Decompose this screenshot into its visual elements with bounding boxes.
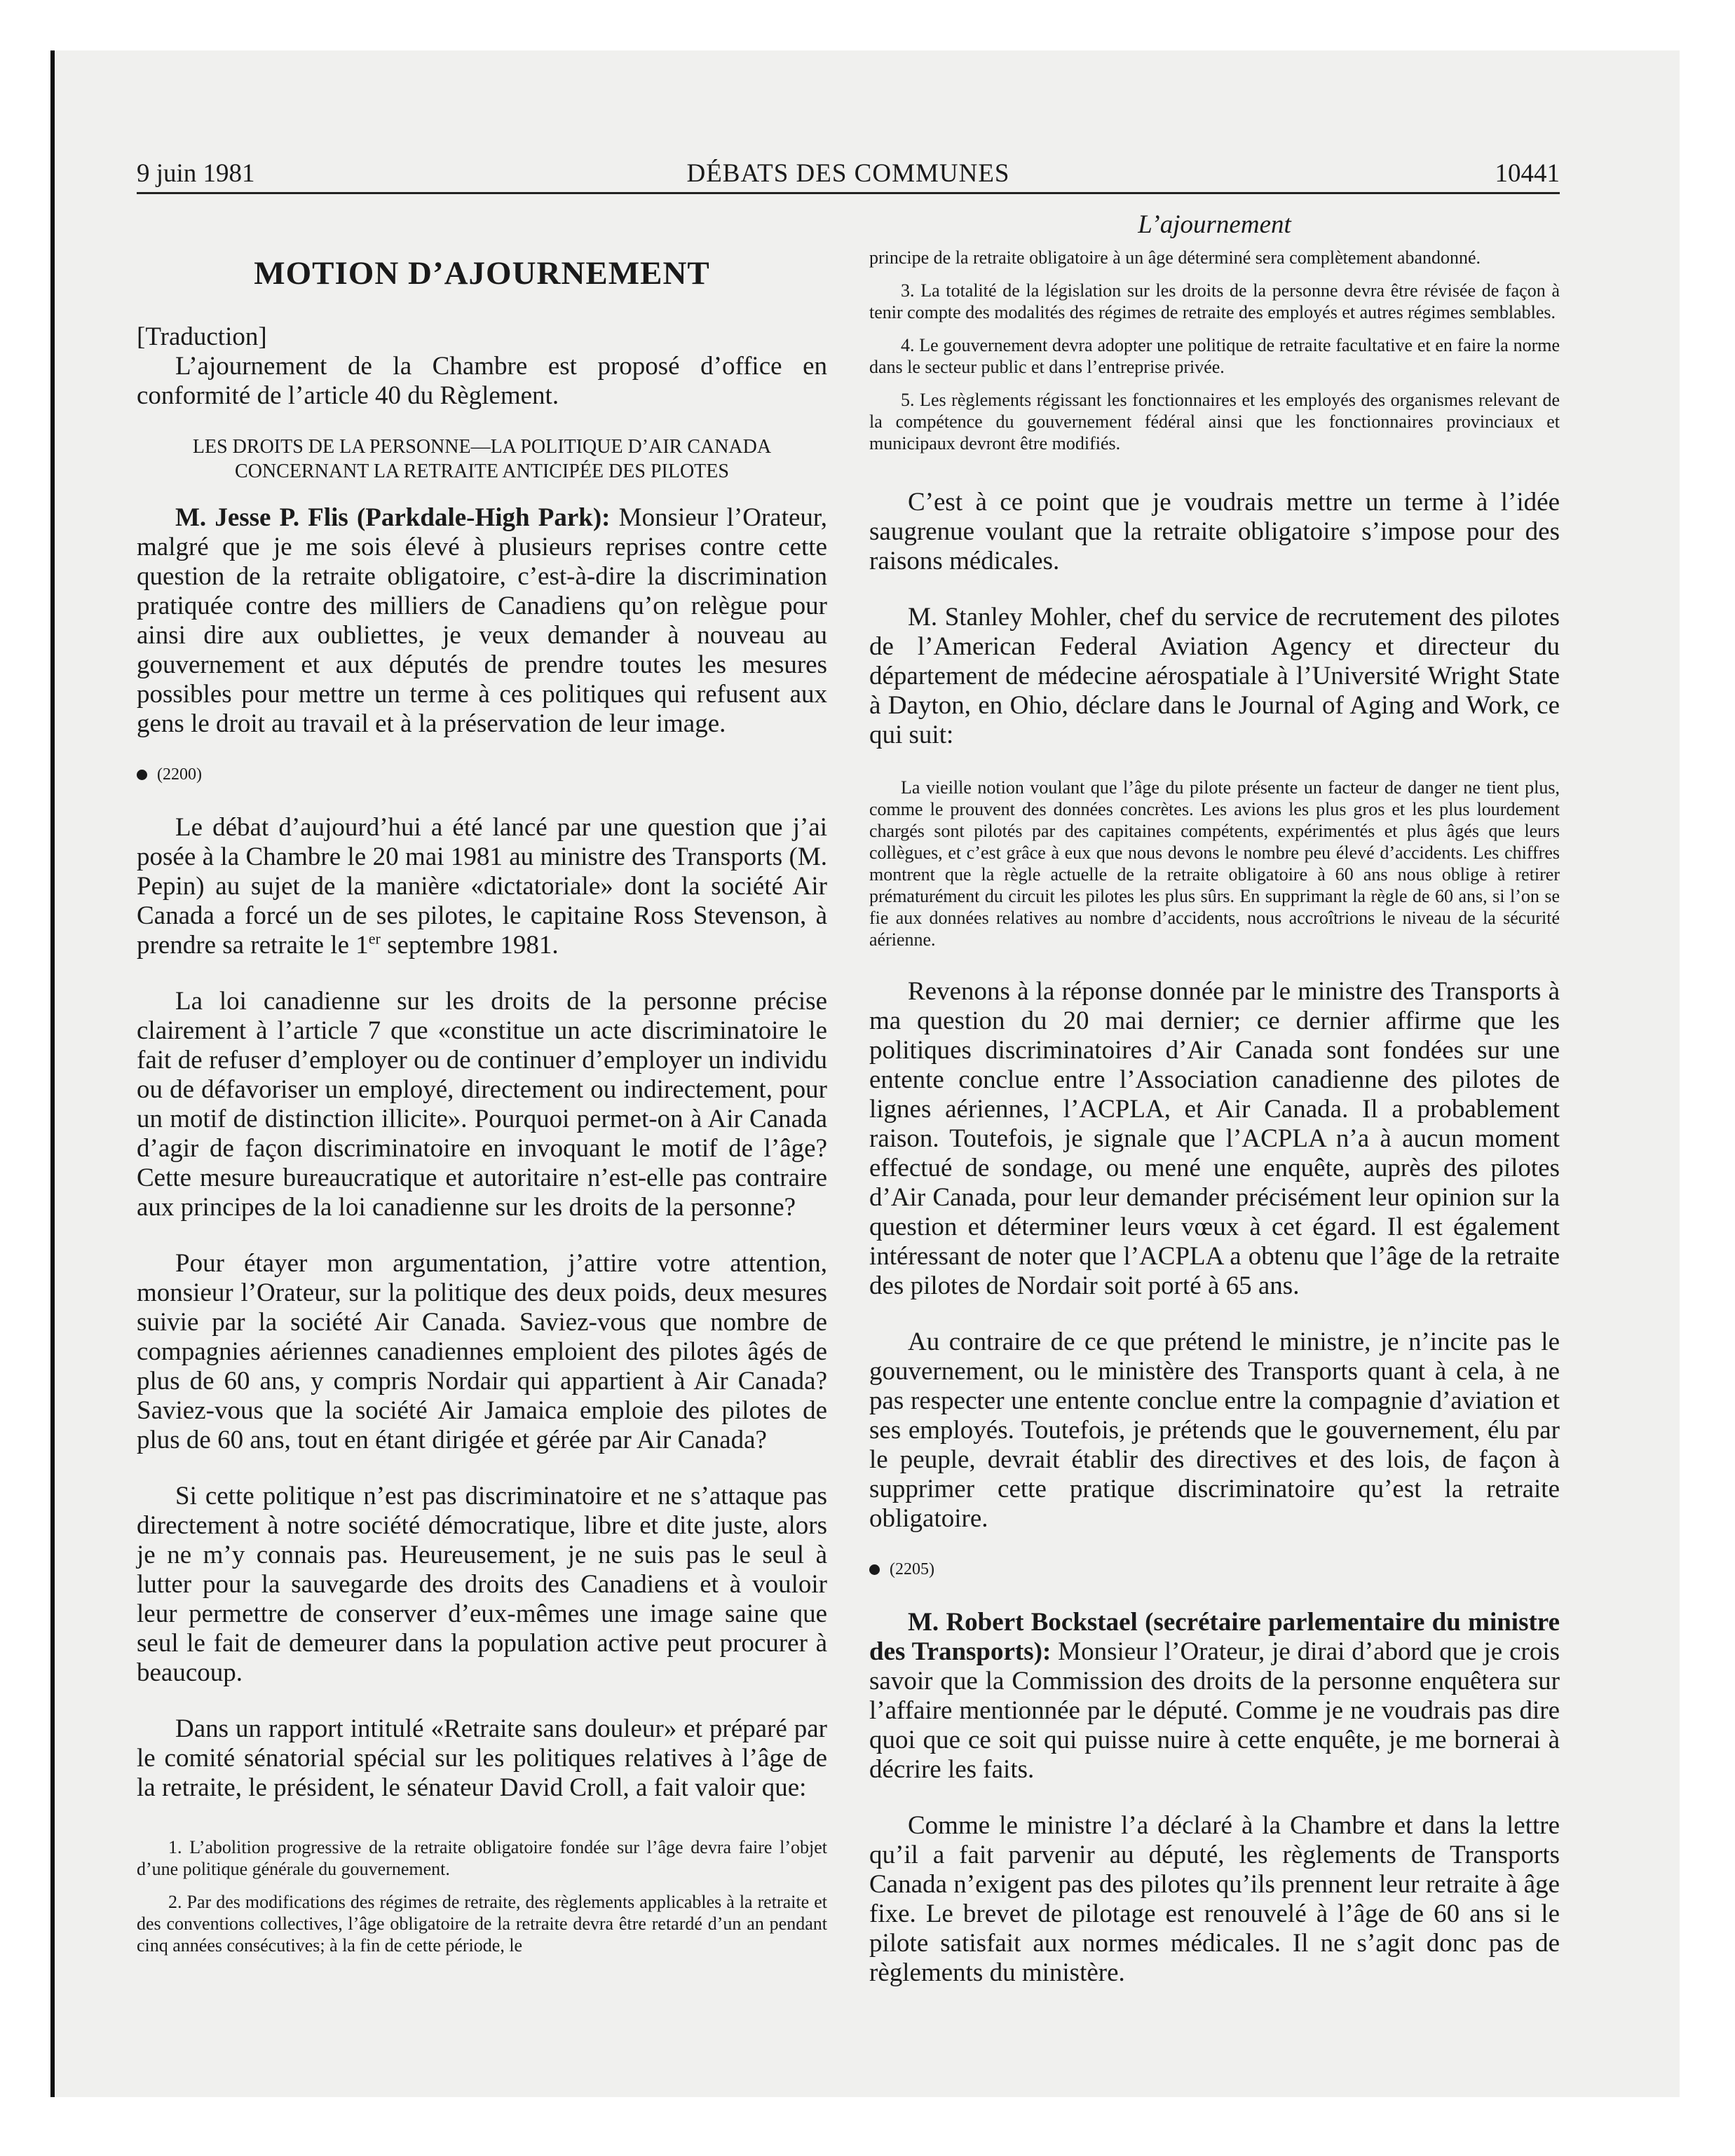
speaker-flis: M. Jesse P. Flis (Parkdale-High Park): <box>175 503 611 532</box>
traduction-label: [Traduction] <box>137 322 267 351</box>
header-rule <box>137 192 1560 194</box>
bullet-icon <box>137 770 147 780</box>
time-marker-text: (2200) <box>157 765 202 784</box>
speech-paragraph-11-text: Monsieur l’Orateur, je dirai d’abord que je crois savoir que la Commission des droits de la personne enquêtera sur l’affaire mentionnée par le député. Comme je ne voudrais pas dire quoi que ce soit qui puisse nuire à cette enquête, je me bornerai à décrire les faits. <box>869 1637 1560 1784</box>
left-column <box>137 210 827 1956</box>
time-marker-2200 <box>137 760 827 789</box>
speech-paragraph-2-end: septembre 1981. <box>380 931 559 960</box>
speaker-bockstael: M. Robert Bockstael (secrétaire parlementaire du ministre des Transports): <box>869 1608 1560 1666</box>
superscript-er: er <box>368 929 381 948</box>
section-heading-line-1: LES DROITS DE LA PERSONNE—LA POLITIQUE D’AIR CANADA <box>192 436 772 458</box>
report-quote-5: 5. Les règlements régissant les fonctionnaires et les employés des organismes relevant de la compétence du gouvernement fédéral ainsi que les fonctionnaires provinciaux et municipaux devront être modifiés. <box>869 390 1560 453</box>
mohler-quote: La vieille notion voulant que l’âge du pilote présente un facteur de danger ne tient plus, comme le prouvent des données concrètes. Les avions les plus gros et les plus lourdement chargés sont pilotés par des capitaines compétents, expérimentés et plus âgés que leurs collègues, et c’est grâce à eux que nous devons le nombre peu élevé d’accidents. Les chiffres montrent que la règle actuelle de la retraite obligatoire à 60 ans nous oblige à retirer prématurément du circuit les pilotes les plus sûrs. En supprimant la règle de 60 ans, si l’on se fie aux données relatives au nombre d’accidents, nous accroîtrions le niveau de la sécurité aérienne. <box>869 777 1560 950</box>
header-date: 9 juin 1981 <box>137 159 255 188</box>
report-quote-2-continued: principe de la retraite obligatoire à un âge déterminé sera complètement abandonné. <box>869 247 1481 268</box>
bullet-icon <box>869 1564 880 1575</box>
speech-paragraph-5: Si cette politique n’est pas discriminatoire et ne s’attaque pas directement à notre société démocratique, libre et dite juste, alors je ne m’y connais pas. Heureusement, je ne suis pas le seul à lutter pour la sauvegarde des droits des Canadiens et à vouloir leur permettre de conserver d’eux-mêmes une image saine que seul le fait de demeurer dans la population active peut procurer à beaucoup. <box>137 1482 827 1687</box>
time-marker-2205 <box>869 1555 1560 1584</box>
report-quote-4: 4. Le gouvernement devra adopter une politique de retraite facultative et en faire la norme dans le secteur public et dans l’entreprise privée. <box>869 335 1560 377</box>
speech-paragraph-3: La loi canadienne sur les droits de la personne précise clairement à l’article 7 que «constitue un acte discriminatoire le fait de refuser d’employer ou de continuer d’employer un individu ou de défavoriser un employé, directement ou indirectement, pour un motif de distinction illicite». Pourquoi permet-on à Air Canada d’agir de façon discriminatoire en invoquant le motif de l’âge? Cette mesure bureaucratique et autoritaire n’est-elle pas contraire aux principes de la loi canadienne sur les droits de la personne? <box>137 987 827 1222</box>
report-quote-1: 1. L’abolition progressive de la retraite obligatoire fondée sur l’âge devra faire l’objet d’une politique générale du gouvernement. <box>137 1837 827 1879</box>
header-page-number: 10441 <box>1495 159 1560 188</box>
speech-paragraph-10: Au contraire de ce que prétend le ministre, je n’incite pas le gouvernement, ou le ministère des Transports quant à cela, à ne pas respecter une entente conclue entre la compagnie d’aviation et ses employés. Toutefois, je prétends que le gouvernement, élu par le peuple, devrait établir des directives et des lois, de façon à supprimer cette pratique discriminatoire qu’est la retraite obligatoire. <box>869 1328 1560 1533</box>
speech-paragraph-2-text: Le débat d’aujourd’hui a été lancé par une question que j’ai posée à la Chambre le 20 mai 1981 au ministre des Transports (M. Pepin) au sujet de la manière «dictatoriale» dont la société Air Canada a forcé un de ses pilotes, le capitaine Ross Stevenson, à prendre sa retraite le 1 <box>137 813 827 960</box>
speech-paragraph-9: Revenons à la réponse donnée par le ministre des Transports à ma question du 20 mai dernier; ce dernier affirme que les politiques discriminatoires d’Air Canada sont fondées sur une entente conclue entre l’Association canadienne des pilotes de lignes aériennes, l’ACPLA, et Air Canada. Il a probablement raison. Toutefois, je signale que l’ACPLA n’a à aucun moment effectué de sondage, ou mené une enquête, auprès des pilotes d’Air Canada, pour leur demander précisément leur opinion sur la question et déterminer leurs vœux à cet égard. Il est également intéressant de noter que l’ACPLA a obtenu que l’âge de la retraite des pilotes de Nordair soit porté à 65 ans. <box>869 977 1560 1300</box>
speech-paragraph-12: Comme le ministre l’a déclaré à la Chambre et dans la lettre qu’il a fait parvenir au député, les règlements de Transports Canada n’exigent pas des pilotes qu’ils prennent leur retraite à âge fixe. Le brevet de pilotage est renouvelé à l’âge de 60 ans si le pilote satisfait aux normes médicales. Il ne s’agit donc pas de règlements du ministère. <box>869 1811 1560 1987</box>
section-heading-line-2: CONCERNANT LA RETRAITE ANTICIPÉE DES PILOTES <box>235 460 729 482</box>
running-head <box>137 158 1560 195</box>
speech-paragraph-4: Pour étayer mon argumentation, j’attire votre attention, monsieur l’Orateur, sur la politique des deux poids, deux mesures suivie par la société Air Canada. Saviez-vous que nombre de compagnies aériennes canadiennes emploient des pilotes âgés de plus de 60 ans, y compris Nordair qui appartient à Air Canada? Saviez-vous que la société Air Jamaica emploie des pilotes de plus de 60 ans, tout en étant dirigée et gérée par Air Canada? <box>137 1249 827 1454</box>
motion-heading: MOTION D’AJOURNEMENT <box>254 255 710 292</box>
report-quote-3: 3. La totalité de la législation sur les droits de la personne devra être révisée de façon à tenir compte des modalités des régimes de retraite des employés et autres régimes semblables. <box>869 280 1560 322</box>
speech-paragraph-1 <box>137 503 827 739</box>
header-publication-title: DÉBATS DES COMMUNES <box>686 159 1010 188</box>
column-header-ajournement: L’ajournement <box>1138 210 1291 239</box>
speech-paragraph-2 <box>137 813 827 960</box>
speech-paragraph-11 <box>869 1608 1560 1785</box>
report-quote-2: 2. Par des modifications des régimes de retraite, des règlements applicables à la retraite et des conventions collectives, l’âge obligatoire de la retraite devra être retardé d’un an pendant cinq années consécutives; à la fin de cette période, le <box>137 1892 827 1956</box>
speech-paragraph-8: M. Stanley Mohler, chef du service de recrutement des pilotes de l’American Federal Aviation Agency et directeur du département de médecine aérospatiale à l’Université Wright State à Dayton, en Ohio, déclare dans le Journal of Aging and Work, ce qui suit: <box>869 603 1560 749</box>
speech-paragraph-7: C’est à ce point que je voudrais mettre un terme à l’idée saugrenue voulant que la retraite obligatoire s’impose pour des raisons médicales. <box>869 488 1560 575</box>
section-heading <box>137 435 827 484</box>
intro-paragraph: L’ajournement de la Chambre est proposé d’office en conformité de l’article 40 du Règlement. <box>137 352 827 410</box>
right-column <box>869 210 1560 1988</box>
speech-paragraph-1-text: Monsieur l’Orateur, malgré que je me sois élevé à plusieurs reprises contre cette question de la retraite obligatoire, c’est-à-dire la discrimination pratiquée contre des milliers de Canadiens qu’on relègue pour ainsi dire aux oubliettes, je veux demander à nouveau au gouvernement et aux députés de prendre toutes les mesures possibles pour mettre un terme à ces politiques qui refusent aux gens le droit au travail et à la préservation de leur image. <box>137 503 828 738</box>
time-marker-text: (2205) <box>890 1560 934 1578</box>
speech-paragraph-6: Dans un rapport intitulé «Retraite sans douleur» et préparé par le comité sénatorial spécial sur les politiques relatives à l’âge de la retraite, le président, le sénateur David Croll, a fait valoir que: <box>137 1714 827 1802</box>
